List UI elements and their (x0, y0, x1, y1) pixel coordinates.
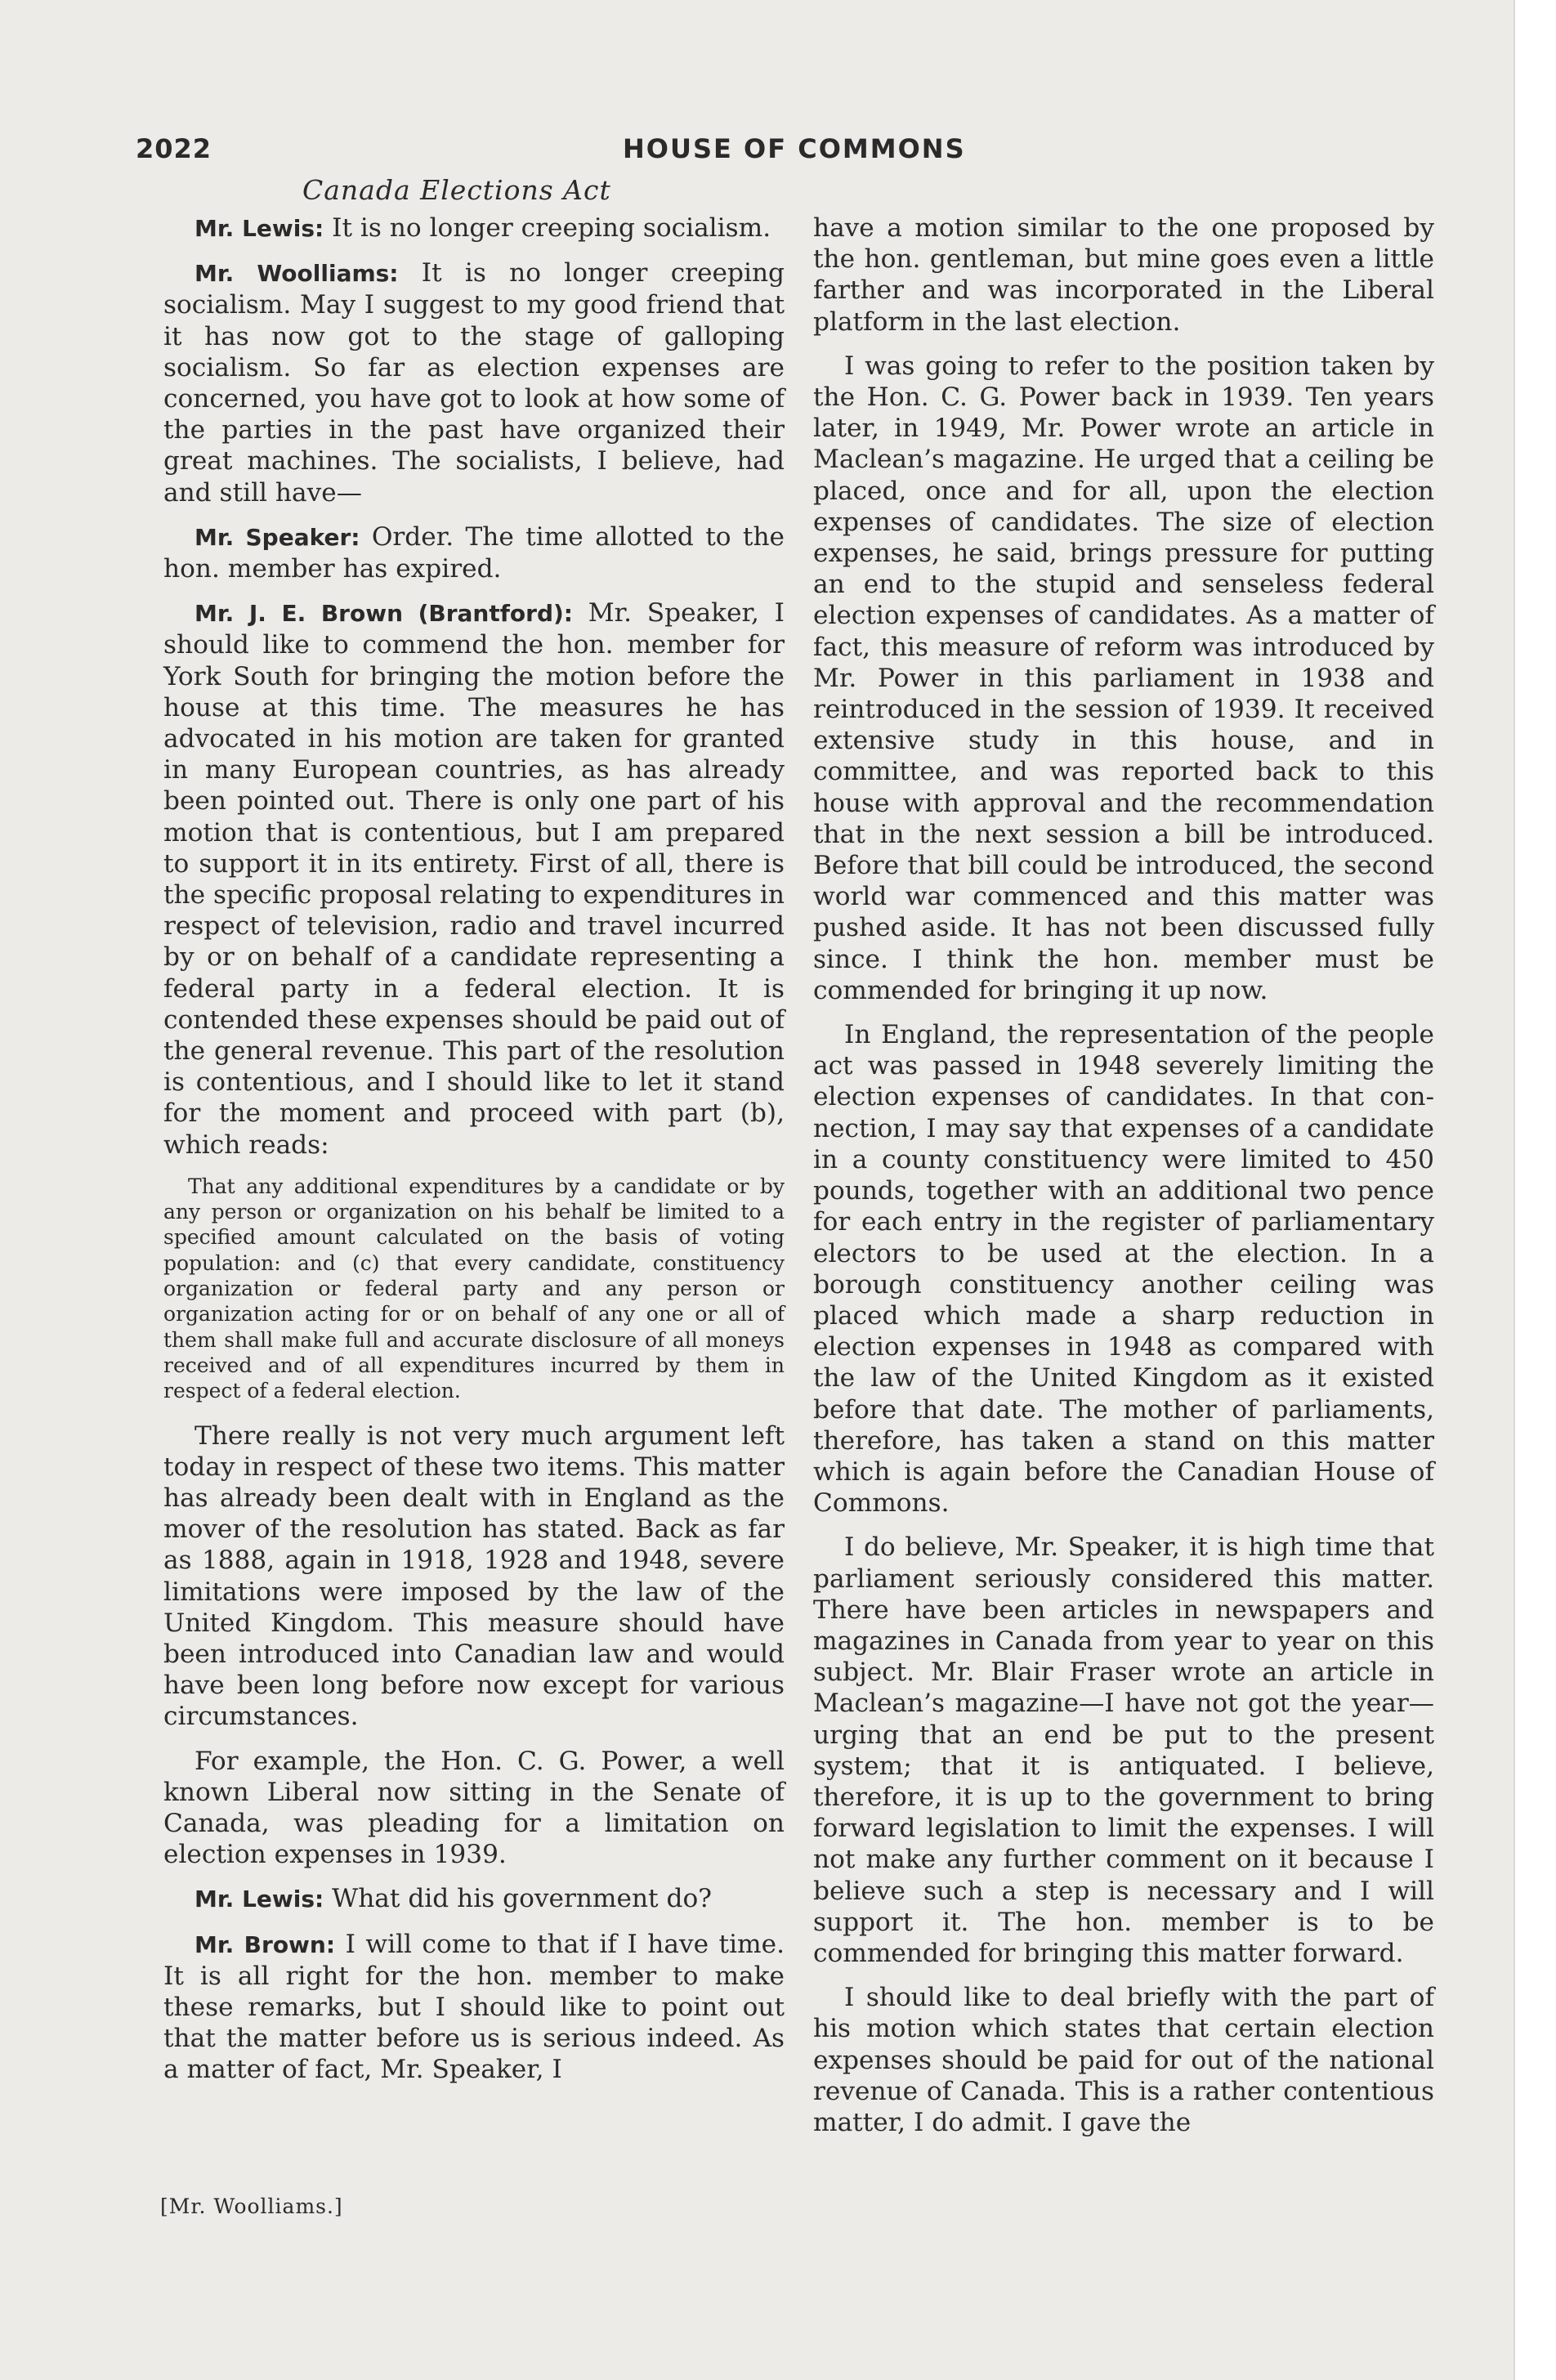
paragraph (813, 1982, 1434, 2138)
paragraph-text: There really is not very much argument left today in respect of these two items. This matter has already been dealt with in England as the mover of the resolution has stated. Back as far as 1888, again in 1918, 1928 and 1948, severe limitations were imposed by the law of the United Kingdom. This measure should have been introduced into Canadian law and would have been long before now except for various circumstances. (163, 1420, 785, 1732)
speaker-name: Mr. Brown: (194, 1930, 336, 1958)
paragraph (163, 257, 785, 508)
paragraph-text: What did his government do? (324, 1884, 712, 1914)
speaker-name: Mr. Lewis: (194, 1886, 324, 1913)
speaker-name: Mr. Woolliams: (194, 260, 399, 288)
page-footer: [Mr. Woolliams.] (160, 2194, 343, 2218)
speaker-name: Mr. Speaker: (194, 523, 360, 551)
speaker-name: Mr. Lewis: (194, 215, 324, 242)
page-header (136, 133, 1476, 174)
paragraph (163, 1420, 785, 1733)
paragraph-text: It is no longer creeping socialism. (324, 213, 771, 243)
paragraph-text: have a motion similar to the one proposed by the hon. gentleman, but mine goes even a little farther and was incorporated in the Liberal platform in the last election. (813, 213, 1434, 337)
paragraph-text: It is no longer creeping socialism. May I suggest to my good friend that it has now got to the stage of galloping socialism. So far as election expenses are concerned, you have got to look at how some of the parties in the past have organized their great machines. The socialists, I believe, had and still have— (163, 258, 785, 508)
paragraph-text: In England, the representation of the people act was passed in 1948 severely limiting the election expenses of candidates. In that connection, I may say that expenses of a candidate in a county constituency were limited to 450 pounds, together with an additional two pence for each entry in the register of parliamentary electors to be used at the election. In a borough constituency another ceiling was placed which made a sharp reduction in election expenses in 1948 as compared with the law of the United Kingdom as it existed before that date. The mother of parliaments, therefore, has taken a stand on this matter which is again before the Canadian House of Commons. (813, 1020, 1434, 1519)
speaker-name: Mr. J. E. Brown (Brantford): (194, 600, 574, 628)
paragraph (813, 351, 1434, 1006)
paragraph-text: Order. The time allotted to the hon. member has expired. (163, 521, 785, 584)
paragraph (813, 1532, 1434, 1969)
paragraph-text: Mr. Speaker, I should like to commend the hon. member for York South for bringing the motion before the house at this time. The measures he has advocated in his motion are taken for granted in many European countries, as has already been pointed out. There is only one part of his motion that is contentious, but I am prepared to support it in its entirety. First of all, there is the specific proposal relating to expenditures in respect of television, radio and travel incurred by or on behalf of a candidate representing a federal party in a federal election. It is contended these expenses should be paid out of the general revenue. This part of the resolution is contentious, and I should like to let it stand for the moment and proceed with part (b), which reads: (163, 598, 785, 1160)
paragraph-text: I should like to deal briefly with the part of his motion which states that certain election expenses should be paid for out of the national revenue of Canada. This is a rather contentious matter, I do admit. I gave the (813, 1983, 1434, 2137)
paragraph (163, 1883, 785, 1915)
left-column (163, 212, 785, 2099)
page-title: HOUSE OF COMMONS (623, 133, 966, 164)
paragraph-text: I was going to refer to the position taken by the Hon. C. G. Power back in 1939. Ten years later, in 1949, Mr. Power wrote an article in Maclean’s magazine. He urged that a ceiling be placed, once and for all, upon the election expenses of candidates. The size of election expenses, he said, brings pressure for putting an end to the stupid and senseless federal election expenses of candidates. As a matter of fact, this measure of reform was introduced by Mr. Power in this parliament in 1938 and reintroduced in the session of 1939. It received extensive study in this house, and in committee, and was reported back to this house with approval and the recommendation that in the next session a bill be introduced. Before that bill could be introduced, the second world war commenced and this matter was pushed aside. It has not been discussed fully since. I think the hon. member must be commended for bringing it up now. (813, 351, 1434, 1005)
paragraph (813, 212, 1434, 338)
page-number: 2022 (136, 133, 212, 164)
quoted-resolution (163, 1174, 785, 1404)
paragraph (163, 1746, 785, 1871)
paragraph (163, 521, 785, 584)
page-edge (1515, 0, 1556, 2380)
paragraph (163, 1929, 785, 2086)
paragraph-text: I do believe, Mr. Speaker, it is high time that parliament seriously considered this matter. There have been articles in newspapers and magazines in Canada from year to year on this subject. Mr. Blair Fraser wrote an article in Maclean’s magazine—I have not got the year—urging that an end be put to the present system; that it is antiquated. I believe, therefore, it is up to the government to bring forward legislation to limit the expenses. I will not make any further comment on it because I believe such a step is necessary and I will support it. The hon. member is to be commended for bringing this matter forward. (813, 1532, 1434, 1968)
paragraph (813, 1019, 1434, 1519)
paragraph-text: For example, the Hon. C. G. Power, a well known Liberal now sitting in the Senate of Canada, was pleading for a limitation on election expenses in 1939. (163, 1746, 785, 1870)
quote-text: That any additional expenditures by a candidate or by any person or organization on his behalf be limited to a specified amount calculated on the basis of voting population: and (c) that every candidate, constituency organization or federal party and any person or organization acting for or on behalf of any one or all of them shall make full and accurate disclosure of all moneys received and of all expenditures incurred by them in respect of a federal election. (163, 1174, 785, 1403)
section-subheading: Canada Elections Act (302, 174, 611, 206)
right-column (813, 212, 1434, 2151)
paragraph (163, 212, 785, 244)
paragraph (163, 597, 785, 1161)
paragraph-text: I will come to that if I have time. It is all right for the hon. member to make these remarks, but I should like to point out that the matter before us is serious indeed. As a matter of fact, Mr. Speaker, I (163, 1929, 785, 2085)
